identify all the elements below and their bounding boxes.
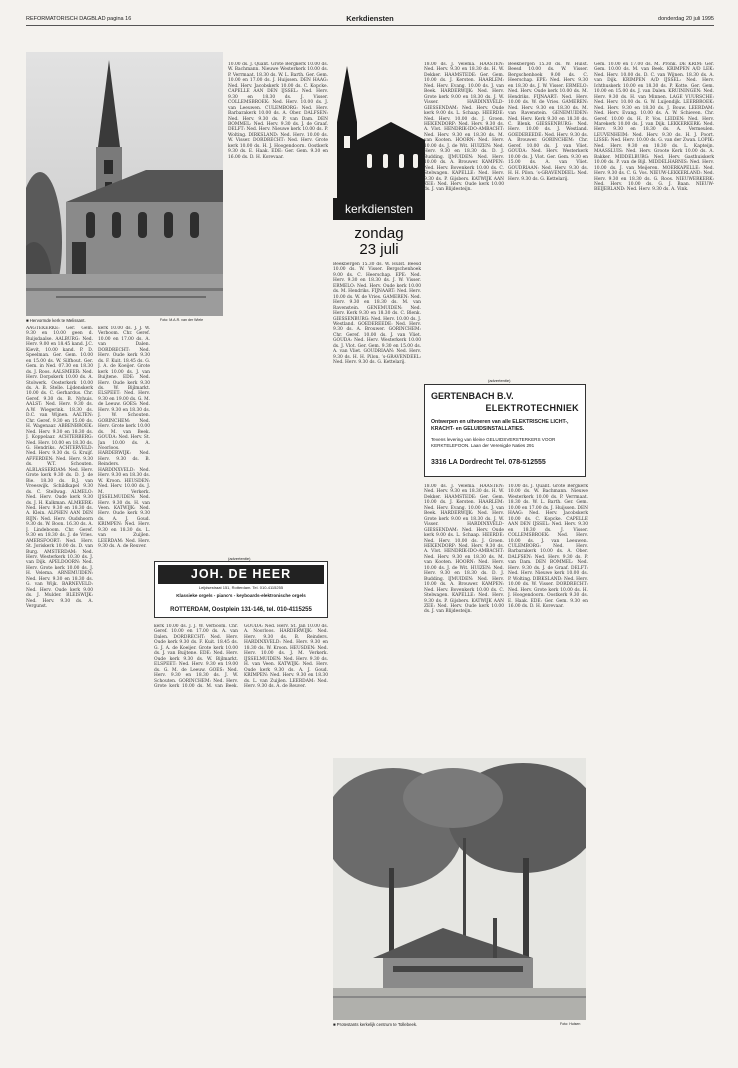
header-section-title: Kerkdiensten (346, 14, 394, 23)
kerkdiensten-date: 23 juli (359, 241, 399, 258)
column-3: 10.00 ds. J. Quant. Grote Bergkerk 10.00 ds. W. Bachmann. Nieuwe Westerkerk 10.00 ds. P. Verrmaat. 18.30 ds. W. L. Barth. Ger. Gem. 10.00 en 17.00 ds. J. Huijssen. DEN HAAG: Ned. Herv. Jacobskerk 10.00 ds. C. Kopcke. CAPELLE AAN DEN IJSSEL: Ned. Herv. 9.30 en 18.30 ds. J. Visser. COLLEMSBROEK: Ned. Herv. 10.00 ds. J. van Leeuwen. CULEMBORG: Ned. Herv. Barbarakerk 10.00 ds. A. Ober. DALFSEN: Ned. Herv. 9.30 ds. P. van Dam. DEN BOMMEL: Ned. Herv. 9.30 ds. J. de Graaf. DELFT: Ned. Herv. Nieuwe kerk 10.00 ds. P. Wolting. DIRKSLAND: Ned. Herv. 10.00 ds. W. Visser. DORDRECHT: Ned. Herv. Grote kerk 10.00 ds. H. J. Hoogendoorn. Oostkerk 9.30 ds. E. Haak. EDE: Ger. Gem. 9.30 en 16.00 ds. D. H. Korevaar. (228, 62, 328, 160)
church-photo-credit: Foto: M.A.R. van der Wiele (160, 318, 204, 322)
column-5: 18.00 ds. J. Velema. HAASTEN: Ned. Herv. 9.30 en 18.30 ds. H. W. Dekker. HAAMSTEDE: Ger. Gem. 10.00 ds. J. Kersten. HAARLEM: Ned. Herv. Evang. 10.00 ds. J. van Beek. HARDERWIJK: Ned. Herv. Grote kerk 9.00 en 18.30 ds. J. W. Visser. HARDINXVELD-GIESSENDAM: Ned. Herv. Oude kerk 9.00 ds. L. Schaap. HEERDE: Ned. Herv. 10.00 ds. J. Groen. HEKENDORP: Ned. Herv. 9.30 ds. A. Vlot. HENDRIK-IDO-AMBACHT: Ned. Herv. 9.30 en 18.30 ds. M. van Kooten. HOORN: Ned. Herv. 10.00 ds. J. de Wit. HUIZEN: Ned. Herv. 9.30 en 18.30 ds. D. J. Budding. IJMUIDEN: Ned. Herv. 10.00 ds. A. Brouwer. KAMPEN: Ned. Herv. Bovenkerk 10.00 ds. C. Stelwagen. KAPELLE: Ned. Herv. 9.30 ds. P. Gijsbers. KATWIJK AAN ZEE: Ned. Herv. Oude kerk 10.00 ds. J. van Blijdesteijn. (424, 62, 504, 193)
kerkdiensten-day: zondag (354, 225, 404, 242)
ad-tag: (advertentie) (225, 556, 253, 561)
church-illustration (26, 52, 223, 316)
ad-description-extra: Tevens levering van kleine GELUIDSVERSTERKERS VOOR KERKTELEFOON. Laan der Verenigde Naties 291 (431, 437, 556, 448)
ad-tag: (advertentie) (485, 378, 513, 383)
column-2: kerk 10.00 ds. J. J. W. Verboom. Chr. Geref. 10.00 en 17.00 ds. A. van Dalen. DORDRECHT: Ned. Herv. Oude kerk 9.30 ds. F. Kuit. 18.45 ds. G. J. A. de Koeijer. Grote kerk 10.00 ds. J. van Buijtene. EDE: Ned. Herv. Oude kerk 9.30 ds. W. Bijlmarkt. ELSPEET: Ned. Herv. 9.30 en 19.00 ds. G. M. de Leeuw. GOES: Ned. Herv. 9.30 en 18.30 ds. J. W. Schouten. GORINCHEM: Ned. Herv. Grote kerk 10.00 ds. M. van Beek. GOUDA: Ned. Herv. St. Jan 10.00 ds. A. Noorloos. HARDERWIJK: Ned. Herv. 9.30 ds. B. Reinders. HARDINXVELD: Ned. Herv. 9.30 en 18.30 ds. W. Kroon. HEUSDEN: Ned. Herv. 10.00 ds. J. M. Verkerk. IJSSELMUIDEN: Ned. Herv. 9.30 ds. H. van Veen. KATWIJK: Ned. Herv. Oude kerk 9.30 ds. A. J. Goud. KRIMPEN: Ned. Herv. 9.30 en 18.30 ds. L. van Zuijlen. LEERDAM: Ned. Herv. 9.30 ds. A. de Reuver. (98, 326, 150, 550)
column-5c: 18.00 ds. J. Velema. HAASTEN: Ned. Herv. 9.30 en 18.30 ds. H. W. Dekker. HAAMSTEDE: Ger. Gem. 10.00 ds. J. Kersten. HAARLEM: Ned. Herv. Evang. 10.00 ds. J. van Beek. HARDERWIJK: Ned. Herv. Grote kerk 9.00 en 18.30 ds. J. W. Visser. HARDINXVELD-GIESSENDAM: Ned. Herv. Oude kerk 9.00 ds. L. Schaap. HEERDE: Ned. Herv. 10.00 ds. J. Groen. HEKENDORP: Ned. Herv. 9.30 ds. A. Vlot. HENDRIK-IDO-AMBACHT: Ned. Herv. 9.30 en 18.30 ds. M. van Kooten. HOORN: Ned. Herv. 10.00 ds. J. de Wit. HUIZEN: Ned. Herv. 9.30 en 18.30 ds. D. J. Budding. IJMUIDEN: Ned. Herv. 10.00 ds. A. Brouwer. KAMPEN: Ned. Herv. Bovenkerk 10.00 ds. C. Stelwagen. KAPELLE: Ned. Herv. 9.30 ds. P. Gijsbers. KATWIJK AAN ZEE: Ned. Herv. Oude kerk 10.00 ds. J. van Blijdesteijn. (424, 484, 504, 615)
column-1: AAGTEKERKE: Ger. Gem. 9.30 en 10.00 geen d. Ruijsdaalse. AALBURG: Ned. Herv. 9.00 en 18.45 kand. J.C. Kievit, 10.00 kand. P. D. Speelman. Ger. Gem. 10.00 en 15.00 ds. W. Silfhout. Ger. Gem. in Ned. 07.30 en 18.30 ds. J. Roos. AALSMEER: Ned. Herv. Dorpskerk 10.00 ds. A. Stolwerk. Oosterkerk 10.00 ds. A. B. Stelle. Lijdenskerk 10.00 ds. C. Gerhardus. Chr. Geref. 9.30 ds. B. Nyhuis. AALST: Ned. Herv. 9.30 ds. A.W. Wiegerink. 18.30 ds. D.C. van Wijnen. AALTEN: Chr. Geref. 9.30 en 15.00 ds. H. Wagenaar. ABBENBROEK: Ned. Herv. 9.30 en 18.30 ds. J. Koppelaar. ACHTERBERG: Ned. Herv. 10.00 en 18.30 ds. G. Hendriks. ACHTERVELD: Ned. Herv. 9.30 ds. G. Kruijf. AFFERDEN: Ned. Herv. 9.30 ds. W.T. Schouten. ALBLASSERDAM: Ned. Herv. Grote kerk 9.30 ds. D. J. de Bie. 18.30 ds. B.J. van Vreeswijk. Schildkapel 9.30 ds. C. Stellwag. ALMELO: Ned. Herv. Oude kerk 9.30 ds. J. H. Kalkman. ALMKERK: Ned. Herv. 9.30 en 18.30 ds. A. Klein. ALPHEN AAN DEN RIJN: Ned. Herv. Oudshoorn 9.30 ds. W. Boon. 16.30 ds. A. J. Lindeboom. Chr. Geref. 9.30 en 18.30 ds. J. de Vries. AMERSFOORT: Ned. Herv. St. Joriskerk 10.00 ds. D. van Burg. AMSTERDAM: Ned. Herv. Westerkerk 10.30 ds. J. van Dijk. APELDOORN: Ned. Herv. Grote kerk 10.00 ds. J. H. Velema. ARNEMUIDEN: Ned. Herv. 9.30 en 18.30 ds. G. van Wijk. BARNEVELD: Ned. Herv. Oude kerk 9.00 ds. J. Mulder. BLEISWIJK: Ned. Herv. 9.30 ds. A. Vergunst. (26, 326, 93, 610)
church-photo-caption: ■ Hervormde kerk te Melissant. (26, 318, 86, 323)
ad-company-name: JOH. DE HEER (158, 565, 324, 584)
church-silhouette-icon (333, 62, 425, 198)
column-5b: Beekbergen 15.30 ds. W. Hulst. Beesd 10.00 ds. W. Visser. Bergschenhoek 9.00 ds. C. Heerschap. EPE: Ned. Herv. 9.30 en 18.30 ds. J. W. Visser. ERMELO: Ned. Herv. Oude kerk 10.00 ds. M. Hendriks. FIJNAART: Ned. Herv. 10.00 ds. W. de Vries. GAMEREN: Ned. Herv. 9.30 en 18.30 ds. M. van Ravenstein. GENEMUIDEN: Ned. Herv. Kerk 9.30 en 18.30 ds. C. Blenk. GIESSENBURG: Ned. Herv. 10.00 ds. J. Westland. GOEDEREEDE: Ned. Herv. 9.30 ds. A. Brouwer. GORINCHEM: Chr. Geref. 10.00 ds. J. van Vliet. GOUDA: Ned. Herv. Westerkerk 10.00 ds. J. Vlot. Ger. Gem. 9.30 en 15.00 ds. A. van Vliet. GOUDRIAAN: Ned. Herv. 9.30 ds. H. H. Pilon. ’s-GRAVENDEEL: Ned. Herv. 9.30 ds. G. Kettelarij. (508, 62, 588, 182)
ad-subtitle: Leijdsestraat 151, Rotterdam. Tel. 010-4115255 (198, 585, 284, 590)
ad-company-specialty: ELEKTROTECHNIEK (485, 403, 579, 413)
column-6: Gem. 10.00 en 17.00 ds. M. Pronk. DE KRIM: Ger. Gem. 10.00 ds. M. van Beek. KRIMPEN A/D LEK: Ned. Herv. 10.00 ds. D. C. van Wijnen. 18.30 ds. A. van Dijk. KRIMPEN A/D IJSSEL: Ned. Herv. Ichthuskerk 10.00 en 18.30 ds. P. Kotte. Ger. Gem. 10.00 en 15.00 ds. J. van Dalen. KRUININGEN: Ned. Herv. 9.30 ds. H. van Minnen. LAGE VUURSCHE: Ned. Herv. 10.00 ds. G. W. Luijendijk. LEERBROEK: Ned. Herv. 9.30 en 18.30 ds. J. Bouw. LEERDAM: Ned. Herv. Evang. 10.00 ds. A. W. Schieven. Chr. Geref. 10.00 ds. H. P. Vos. LEIDEN: Ned. Herv. Marekerk 10.00 ds. J. van Dijk. LEKKERKERK: Ned. Herv. 9.30 en 18.30 ds. A. Vermeulen. LEUVENHEIM: Ned. Herv. 9.30 ds. H. J. Poort. LISSE: Ned. Herv. 10.00 ds. G. van der Zwan. LOPIK: Ned. Herv. 9.30 en 18.30 ds. L. Kapteijn. MAASSLUIS: Ned. Herv. Groote Kerk 10.00 ds. A. Bakker. MIDDELBURG: Ned. Herv. Gasthuiskerk 10.00 ds. P. van de Bijl. MIDDELHARNIS: Ned. Herv. 10.00 ds. J. van Meijeren. MOERKAPELLE: Ned. Herv. 9.30 ds. C. G. Vos. NIEUW-LEKKERLAND: Ned. Herv. 9.30 en 18.30 ds. G. Roos. NIEUWERKERK: Ned. Herv. 10.00 ds. G. J. Baan. NIEUW-BEIJERLAND: Ned. Herv. 9.30 ds. A. Vink. (594, 62, 714, 193)
column-5d: 10.00 ds. J. Quant. Grote Bergkerk 10.00 ds. W. Bachmann. Nieuwe Westerkerk 10.00 ds. P. Verrmaat. 18.30 ds. W. L. Barth. Ger. Gem. 10.00 en 17.00 ds. J. Huijssen. DEN HAAG: Ned. Herv. Jacobskerk 10.00 ds. C. Kopcke. CAPELLE AAN DEN IJSSEL: Ned. Herv. 9.30 en 18.30 ds. J. Visser. COLLEMSBROEK: Ned. Herv. 10.00 ds. J. van Leeuwen. CULEMBORG: Ned. Herv. Barbarakerk 10.00 ds. A. Ober. DALFSEN: Ned. Herv. 9.30 ds. P. van Dam. DEN BOMMEL: Ned. Herv. 9.30 ds. J. de Graaf. DELFT: Ned. Herv. Nieuwe kerk 10.00 ds. P. Wolting. DIRKSLAND: Ned. Herv. 10.00 ds. W. Visser. DORDRECHT: Ned. Herv. Grote kerk 10.00 ds. H. J. Hoogendoorn. Oostkerk 9.30 ds. E. Haak. EDE: Ger. Gem. 9.30 en 16.00 ds. D. H. Korevaar. (508, 484, 588, 609)
advertisement-gertenbach[interactable] (424, 378, 586, 477)
column-3b: kerk 10.00 ds. J. J. W. Verboom. Chr. Geref. 10.00 en 17.00 ds. A. van Dalen. DORDRECHT: Ned. Herv. Oude kerk 9.30 ds. F. Kuit. 18.45 ds. G. J. A. de Koeijer. Grote kerk 10.00 ds. J. van Buijtene. EDE: Ned. Herv. Oude kerk 9.30 ds. W. Bijlmarkt. ELSPEET: Ned. Herv. 9.30 en 19.00 ds. G. M. de Leeuw. GOES: Ned. Herv. 9.30 en 18.30 ds. J. W. Schouten. GORINCHEM: Ned. Herv. Grote kerk 10.00 ds. M. van Beek. GOUDA: Ned. Herv. St. Jan 10.00 ds. A. Noorloos. HARDERWIJK: Ned. Herv. 9.30 ds. B. Reinders. HARDINXVELD: Ned. Herv. 9.30 en 18.30 ds. W. Kroon. HEUSDEN: Ned. Herv. 10.00 ds. J. M. Verkerk. IJSSELMUIDEN: Ned. Herv. 9.30 ds. H. van Veen. KATWIJK: Ned. Herv. Oude kerk 9.30 ds. A. J. Goud. KRIMPEN: Ned. Herv. 9.30 en 18.30 ds. L. van Zuijlen. LEERDAM: Ned. Herv. 9.30 ds. A. de Reuver. (154, 624, 328, 689)
header-publication: REFORMATORISCH DAGBLAD pagina 16 (26, 16, 132, 22)
church-centre-caption: ■ Protestants kerkelijk centrum te Tollebeek. (333, 1022, 418, 1027)
kerkdiensten-logo (333, 62, 425, 252)
page-header (26, 14, 714, 26)
church-centre-photo-tollebeek (333, 758, 586, 1020)
header-date: donderdag 20 juli 1995 (658, 16, 714, 22)
church-photo-melissant (26, 52, 223, 316)
ad-description: Ontwerpen en uitvoeren van alle ELEKTRISCHE LICHT-, KRACHT- en GELUIDSINSTALLATIES. (431, 419, 569, 432)
church-centre-credit: Foto: Hulsen (560, 1022, 581, 1026)
ad-phone: 3316 LA Dordrecht Tel. 078-512555 (431, 459, 546, 466)
ad-company-name: GERTENBACH B.V. (431, 391, 514, 401)
church-centre-illustration (333, 758, 586, 1020)
advertisement-joh-de-heer[interactable] (154, 556, 328, 618)
ad-address: ROTTERDAM, Oostplein 131-146, tel. 010-4115255 (170, 607, 312, 613)
kerkdiensten-banner: kerkdiensten (333, 198, 425, 220)
ad-description: Klassieke orgels - piano's - keyboards-elektronische orgels (176, 593, 306, 598)
column-4: Beekbergen 15.30 ds. W. Hulst. Beesd 10.00 ds. W. Visser. Bergschenhoek 9.00 ds. C. Heerschap. EPE: Ned. Herv. 9.30 en 18.30 ds. J. W. Visser. ERMELO: Ned. Herv. Oude kerk 10.00 ds. M. Hendriks. FIJNAART: Ned. Herv. 10.00 ds. W. de Vries. GAMEREN: Ned. Herv. 9.30 en 18.30 ds. M. van Ravenstein. GENEMUIDEN: Ned. Herv. Kerk 9.30 en 18.30 ds. C. Blenk. GIESSENBURG: Ned. Herv. 10.00 ds. J. Westland. GOEDEREEDE: Ned. Herv. 9.30 ds. A. Brouwer. GORINCHEM: Chr. Geref. 10.00 ds. J. van Vliet. GOUDA: Ned. Herv. Westerkerk 10.00 ds. J. Vlot. Ger. Gem. 9.30 en 15.00 ds. A. van Vliet. GOUDRIAAN: Ned. Herv. 9.30 ds. H. H. Pilon. ’s-GRAVENDEEL: Ned. Herv. 9.30 ds. G. Kettelarij. (333, 262, 421, 366)
